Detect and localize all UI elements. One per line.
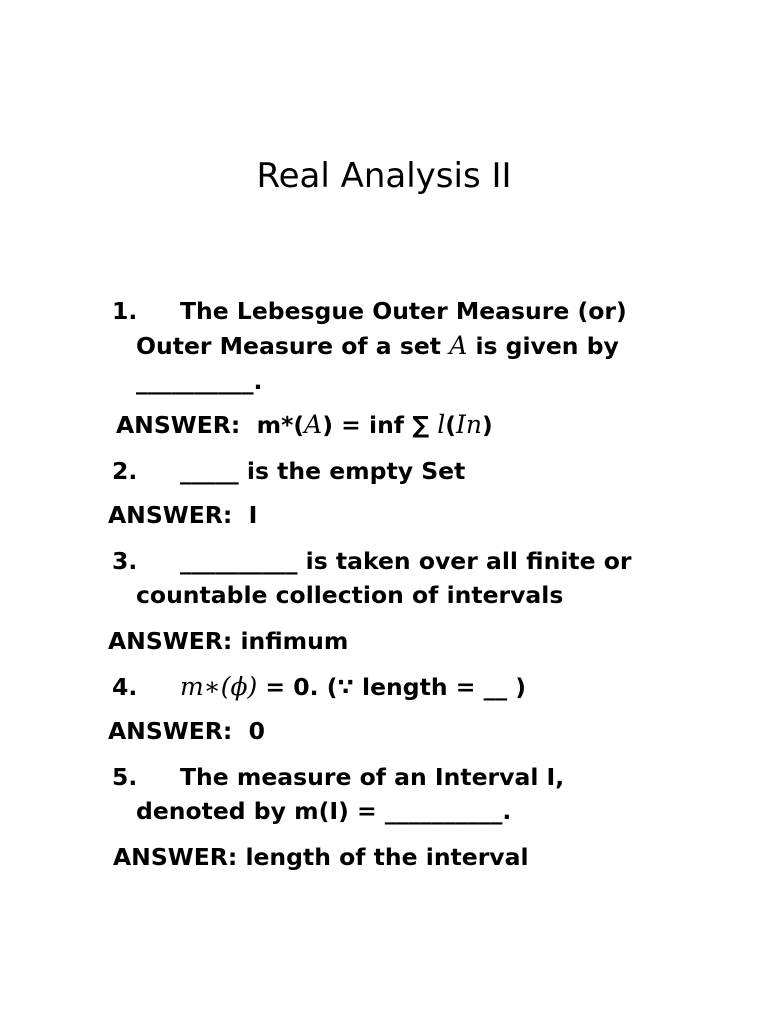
answer-1-paren-close: ) (482, 411, 493, 439)
answer-1 (116, 410, 493, 440)
question-1-number: 1. (112, 297, 138, 325)
question-3-text-2: countable collection of intervals (136, 581, 564, 609)
answer-5 (113, 842, 529, 872)
question-3-line-1 (112, 546, 631, 576)
answer-1-arg: In (456, 410, 482, 439)
answer-5-label: ANSWER: (113, 843, 238, 871)
answer-5-text: length of the interval (245, 843, 529, 871)
question-1-line-3 (136, 366, 262, 396)
question-4-line-1 (112, 672, 526, 702)
question-4-number: 4. (112, 673, 138, 701)
question-5-line-2 (136, 796, 511, 826)
answer-1-var: A (304, 410, 323, 439)
question-1-line-1 (112, 296, 627, 326)
question-1-text-2: Outer Measure of a set (136, 332, 442, 360)
set-a-symbol: A (449, 331, 468, 360)
answer-2-text: I (248, 501, 258, 529)
question-1-line-2 (136, 331, 619, 361)
answer-4-text: 0 (248, 717, 265, 745)
question-3-line-2 (136, 580, 563, 610)
answer-2-label: ANSWER: (108, 501, 233, 529)
answer-2 (108, 500, 257, 530)
answer-3 (108, 626, 348, 656)
question-1-text-1: The Lebesgue Outer Measure (or) (180, 297, 627, 325)
question-3-number: 3. (112, 547, 138, 575)
answer-1-mid: ) = inf ∑ (322, 411, 430, 439)
question-5-text-2: denoted by m(I) = __________. (136, 797, 512, 825)
question-2-line-1 (112, 456, 465, 486)
question-1-blank: __________. (136, 367, 263, 395)
question-4-text: = 0. (∵ length = __ ) (257, 673, 527, 701)
question-2-number: 2. (112, 457, 138, 485)
answer-1-label: ANSWER: (116, 411, 241, 439)
answer-3-text: infimum (240, 627, 349, 655)
question-2-text: _____ is the empty Set (180, 457, 466, 485)
answer-1-prefix: m*( (256, 411, 305, 439)
answer-1-paren-open: ( (445, 411, 457, 439)
question-3-text-1: __________ is taken over all finite or (180, 547, 632, 575)
answer-3-label: ANSWER: (108, 627, 233, 655)
question-4-math: m∗(ϕ) (180, 672, 258, 701)
answer-4-label: ANSWER: (108, 717, 233, 745)
answer-4 (108, 716, 265, 746)
answer-1-func: l (437, 410, 446, 439)
question-5-number: 5. (112, 763, 138, 791)
page-title: Real Analysis II (256, 156, 512, 196)
question-5-line-1 (112, 762, 564, 792)
question-1-text-3: is given by (475, 332, 619, 360)
question-5-text-1: The measure of an Interval I, (180, 763, 565, 791)
